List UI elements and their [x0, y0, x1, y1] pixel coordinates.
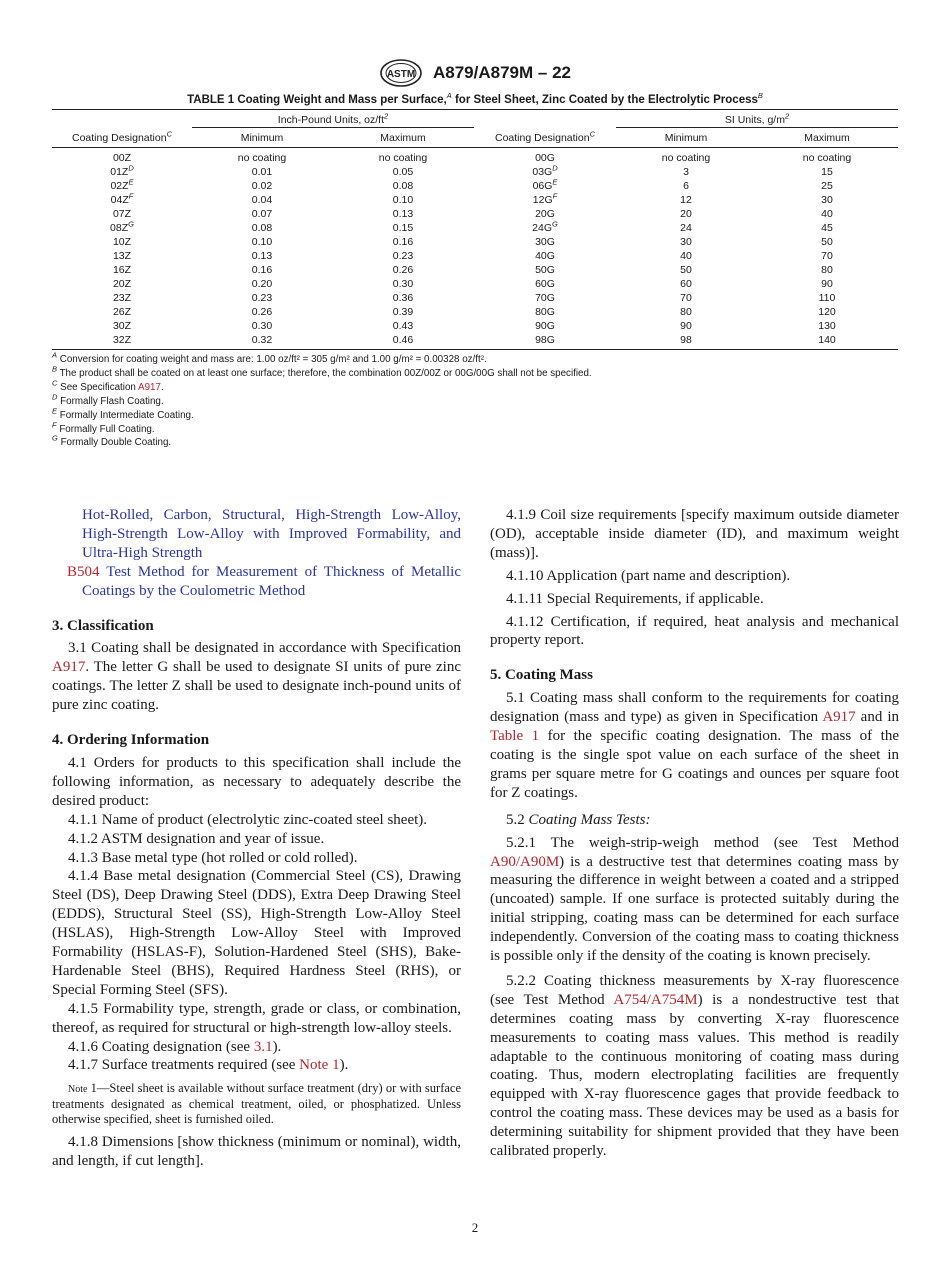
minimum-cell: 98 — [616, 333, 756, 350]
minimum-cell: 0.23 — [251, 292, 273, 304]
para-4-1-1: 4.1.1 Name of product (electrolytic zinc-coated steel sheet). — [68, 811, 428, 828]
table-row — [52, 179, 898, 193]
footnote-f: $^F$ Formally Full Coating. — [52, 420, 155, 435]
maximum-cell: 120 — [818, 306, 836, 318]
maximum-cell: 0.36 — [392, 292, 414, 304]
maximum-cell: 90 — [821, 278, 833, 290]
designation-cell: 20Z — [112, 278, 132, 290]
designation-cell: 98G — [474, 333, 616, 350]
designation-cell: $08Z^G$ — [110, 219, 134, 234]
maximum-cell: 0.16 — [392, 236, 414, 248]
para-4-1-10: 4.1.10 Application (part name and description). — [506, 567, 791, 584]
para-4-1-11: 4.1.11 Special Requirements, if applicable. — [506, 590, 764, 607]
minimum-cell: 60 — [680, 278, 692, 290]
table-row — [52, 235, 898, 249]
minimum-cell: 6 — [683, 180, 689, 192]
minimum-cell: 40 — [680, 250, 692, 262]
designation-cell: 70G — [535, 292, 555, 304]
minimum-cell: 24 — [680, 222, 692, 234]
section-3-1-link[interactable]: 3.1 — [253, 1038, 273, 1055]
footnote-c: $^C$ See Specification A917. — [52, 378, 164, 393]
para-4-1-2: 4.1.2 ASTM designation and year of issue. — [68, 830, 325, 847]
minimum-cell: 12 — [680, 194, 692, 206]
maximum-cell: 0.46 — [332, 333, 474, 350]
designation-cell: $03G^D$ — [532, 163, 558, 178]
a754-link[interactable]: A754/A754M — [613, 991, 698, 1008]
minimum-cell: 0.07 — [251, 208, 273, 220]
maximum-cell: 140 — [756, 333, 898, 350]
designation-cell: $12G^F$ — [532, 191, 558, 206]
maximum-cell: 30 — [821, 194, 833, 206]
table-row — [52, 319, 898, 333]
para-5-2-1: 5.2.1 The weigh-strip-weigh method (see Test Method A90/A90M) is a destructive test that determines coating mass by measuring the difference in weight between a coated and a stripped (uncoated) sample. If one surface is protected suitably during the initial stripping, coating mass can be determined for each surface independently. Conversion of the coating mass to coating thickness is possible only if the density of the coating is known precisely. — [490, 834, 899, 965]
minimum-cell: 0.02 — [251, 180, 273, 192]
maximum-cell: 0.26 — [392, 264, 414, 276]
minimum-cell: 0.20 — [251, 278, 273, 290]
note-1: Note 1—Steel sheet is available without surface treatment (dry) or with surface treatments designated as chemical treatment, oiled, or phosphatized. Unless otherwise specified, sheet is furnished oiled. — [52, 1081, 461, 1127]
inch-pound-group-header: Inch-Pound Units, $oz/ft^2$ — [192, 110, 474, 128]
minimum-cell: 80 — [680, 306, 692, 318]
col-header-maximum: Maximum — [332, 128, 474, 148]
table-row — [52, 333, 898, 350]
maximum-cell: no coating — [802, 152, 852, 164]
designation-cell: 00Z — [112, 152, 132, 164]
designation-cell: $04Z^F$ — [110, 191, 134, 206]
designation-cell: 26Z — [112, 306, 132, 318]
b504-title-link[interactable]: Test Method for Measurement of Thickness of Metallic Coatings by the Coulometric Method — [82, 563, 461, 599]
maximum-cell: 0.15 — [392, 222, 414, 234]
maximum-cell: 0.30 — [392, 278, 414, 290]
col-header-designation: Coating Designation$^C$ — [52, 128, 192, 148]
para-4-1-6: 4.1.6 Coating designation (see 3.1). — [68, 1038, 282, 1055]
para-4-1-8: 4.1.8 Dimensions [show thickness (minimum or nominal), width, and length, if cut length]. — [52, 1134, 461, 1170]
designation-cell: 30Z — [112, 320, 132, 332]
b504-link[interactable]: B504 — [67, 563, 100, 580]
designation-cell: $01Z^D$ — [110, 163, 134, 178]
para-4-1-3: 4.1.3 Base metal type (hot rolled or cold rolled). — [68, 849, 358, 866]
maximum-cell: 0.13 — [392, 208, 414, 220]
left-column — [52, 506, 461, 1171]
designation-cell: 32Z — [52, 333, 192, 350]
designation-cell: $02Z^E$ — [110, 177, 134, 192]
si-group-header: SI Units, $g/m^2$ — [616, 110, 898, 128]
para-4-1-12: 4.1.12 Certification, if required, heat analysis and mechanical property report. — [490, 613, 899, 649]
right-column — [490, 506, 899, 1161]
minimum-cell: 0.32 — [192, 333, 332, 350]
table-footnotes — [52, 350, 898, 450]
minimum-cell: 0.10 — [251, 236, 273, 248]
para-4-1-9: 4.1.9 Coil size requirements [specify maximum outside diameter (OD), acceptable inside diameter (ID), and maximum weight (mass)]. — [490, 507, 899, 561]
footnote-g: $^G$ Formally Double Coating. — [52, 434, 172, 449]
designation-cell: 23Z — [112, 292, 132, 304]
maximum-cell: 0.05 — [392, 166, 414, 178]
maximum-cell: 40 — [821, 208, 833, 220]
maximum-cell: no coating — [378, 152, 428, 164]
designation-cell: 13Z — [112, 250, 132, 262]
designation-cell: 20G — [535, 208, 555, 220]
table-row — [52, 221, 898, 235]
para-4-1: 4.1 Orders for products to this specification shall include the following information, as necessary to adequately describe the desired product: — [52, 754, 461, 809]
designation-cell: 10Z — [112, 236, 132, 248]
para-4-1-7: 4.1.7 Surface treatments required (see Note 1). — [68, 1057, 349, 1074]
designation-cell: $24G^G$ — [532, 219, 558, 234]
designation-cell: 90G — [535, 320, 555, 332]
coating-table — [52, 109, 898, 350]
table-row — [52, 263, 898, 277]
maximum-cell: 130 — [818, 320, 836, 332]
table-row — [52, 277, 898, 291]
designation-cell: 60G — [535, 278, 555, 290]
svg-text:ASTM: ASTM — [386, 69, 416, 80]
minimum-cell: 50 — [680, 264, 692, 276]
reference-b504 — [52, 563, 461, 601]
minimum-cell: 30 — [680, 236, 692, 248]
maximum-cell: 0.39 — [392, 306, 414, 318]
table-1-link[interactable]: Table 1 — [490, 728, 540, 745]
note-1-link[interactable]: Note 1 — [299, 1057, 340, 1074]
table-row — [52, 193, 898, 207]
designation-cell: 07Z — [112, 208, 132, 220]
table-row — [52, 148, 898, 166]
section-5-heading: 5. Coating Mass — [490, 667, 593, 684]
section-4-heading: 4. Ordering Information — [52, 732, 210, 749]
maximum-cell: 25 — [821, 180, 833, 192]
minimum-cell: 0.01 — [251, 166, 273, 178]
designation-cell: 00G — [535, 152, 555, 164]
minimum-cell: 0.26 — [251, 306, 273, 318]
minimum-cell: 90 — [680, 320, 692, 332]
minimum-cell: 0.13 — [251, 250, 273, 262]
table-row — [52, 165, 898, 179]
para-4-1-4: 4.1.4 Base metal designation (Commercial Steel (CS), Drawing Steel (DS), Deep Drawing Steel (DDS), Extra Deep Drawing Steel (EDDS), Structural Steel (SS), High-Strength Low-Alloy Steel (HSLAS), High-Strength Low-Alloy Steel with Improved Formability (HSLAS-F), Solution-Hardened Steel (SHS), Bake-Hardenable Steel (BHS), Required Hardness Steel (RHS), or Special Forming Steel (SFS). — [52, 868, 461, 998]
minimum-cell: 70 — [680, 292, 692, 304]
col-header-maximum: Maximum — [756, 128, 898, 148]
minimum-cell: 3 — [683, 166, 689, 178]
col-header-designation: Coating Designation$^C$ — [474, 128, 616, 148]
maximum-cell: 0.23 — [392, 250, 414, 262]
table-row — [52, 207, 898, 221]
maximum-cell: 70 — [821, 250, 833, 262]
table-row — [52, 291, 898, 305]
section-3-heading: 3. Classification — [52, 617, 154, 634]
footnote-b: $^B$ The product shall be coated on at least one surface; therefore, the combination 00Z/00Z or 00G/00G shall not be specified. — [52, 364, 592, 379]
col-header-minimum: Minimum — [192, 128, 332, 148]
para-4-1-5: 4.1.5 Formability type, strength, grade or class, or combination, thereof, as required for structural or high-strength low-alloy steels. — [52, 1000, 461, 1036]
maximum-cell: 0.08 — [392, 180, 414, 192]
designation-cell: 40G — [535, 250, 555, 262]
minimum-cell: no coating — [661, 152, 711, 164]
para-3-1: 3.1 Coating shall be designated in accordance with Specification A917. The letter G shall be used to designate SI units of pure zinc coatings. The letter Z shall be used to designate inch-pound units of pure zinc coating. — [52, 640, 461, 714]
col-header-minimum: Minimum — [616, 128, 756, 148]
minimum-cell: 20 — [680, 208, 692, 220]
a917-link[interactable]: A917 — [138, 381, 161, 393]
table-row — [52, 249, 898, 263]
footnote-a: $^A$ Conversion for coating weight and mass are: 1.00 oz/ft² = 305 g/m² and 1.00 g/m² = 0.00328 oz/ft². — [52, 350, 487, 365]
maximum-cell: 110 — [818, 292, 836, 304]
maximum-cell: 80 — [821, 264, 833, 276]
a917-link[interactable]: A917 — [52, 659, 86, 676]
para-5-2-2: 5.2.2 Coating thickness measurements by X-ray fluorescence (see Test Method A754/A754M) is a nondestructive test that determines coating mass by converting X-ray fluorescence measurements to coating mass values. This method is readily adaptable to the continuous monitoring of coating mass during coating. Thus, modern electroplating facilities are frequently equipped with X-ray fluorescence gages that provide feedback to control the coating mass. These devices may be used as a basis for determining suitability for shipment provided that they have been calibrated properly. — [490, 972, 899, 1160]
maximum-cell: 0.43 — [392, 320, 414, 332]
reference-continuation[interactable]: Hot-Rolled, Carbon, Structural, High-Strength Low-Alloy, High-Strength Low-Alloy with Improved Formability, and Ultra-High Strength — [82, 507, 461, 561]
designation-cell: 16Z — [112, 264, 132, 276]
designation-cell: $06G^E$ — [532, 177, 558, 192]
designation-cell: 50G — [535, 264, 555, 276]
minimum-cell: 0.08 — [251, 222, 273, 234]
minimum-cell: 0.30 — [251, 320, 273, 332]
designation-cell: 30G — [535, 236, 555, 248]
page-header — [0, 58, 950, 88]
astm-logo-icon — [379, 58, 423, 88]
maximum-cell: 15 — [821, 166, 833, 178]
maximum-cell: 45 — [821, 222, 833, 234]
a917-link[interactable]: A917 — [822, 709, 856, 726]
maximum-cell: 0.10 — [392, 194, 414, 206]
a90-link[interactable]: A90/A90M — [490, 853, 560, 870]
para-5-2: 5.2 Coating Mass Tests: — [506, 811, 651, 828]
footnote-e: $^E$ Formally Intermediate Coating. — [52, 406, 194, 421]
page-number: 2 — [471, 1220, 479, 1235]
minimum-cell: 0.16 — [251, 264, 273, 276]
minimum-cell: 0.04 — [251, 194, 273, 206]
table-caption: TABLE 1 Coating Weight and Mass per Surface,$^A$ for Steel Sheet, Zinc Coated by the Electrolytic Process$^B$ — [187, 91, 763, 106]
designation-cell: 80G — [535, 306, 555, 318]
maximum-cell: 50 — [821, 236, 833, 248]
footnote-d: $^D$ Formally Flash Coating. — [52, 392, 164, 407]
standard-designation: A879/A879M – 22 — [433, 63, 571, 82]
table-row — [52, 305, 898, 319]
minimum-cell: no coating — [237, 152, 287, 164]
para-5-1: 5.1 Coating mass shall conform to the requirements for coating designation (mass and type) as given in Specification A917 and in Table 1 for the specific coating designation. The mass of the coating is the single spot value on each surface of the sheet in grams per square metre for G coatings and ounces per square foot for Z coatings. — [490, 690, 899, 801]
